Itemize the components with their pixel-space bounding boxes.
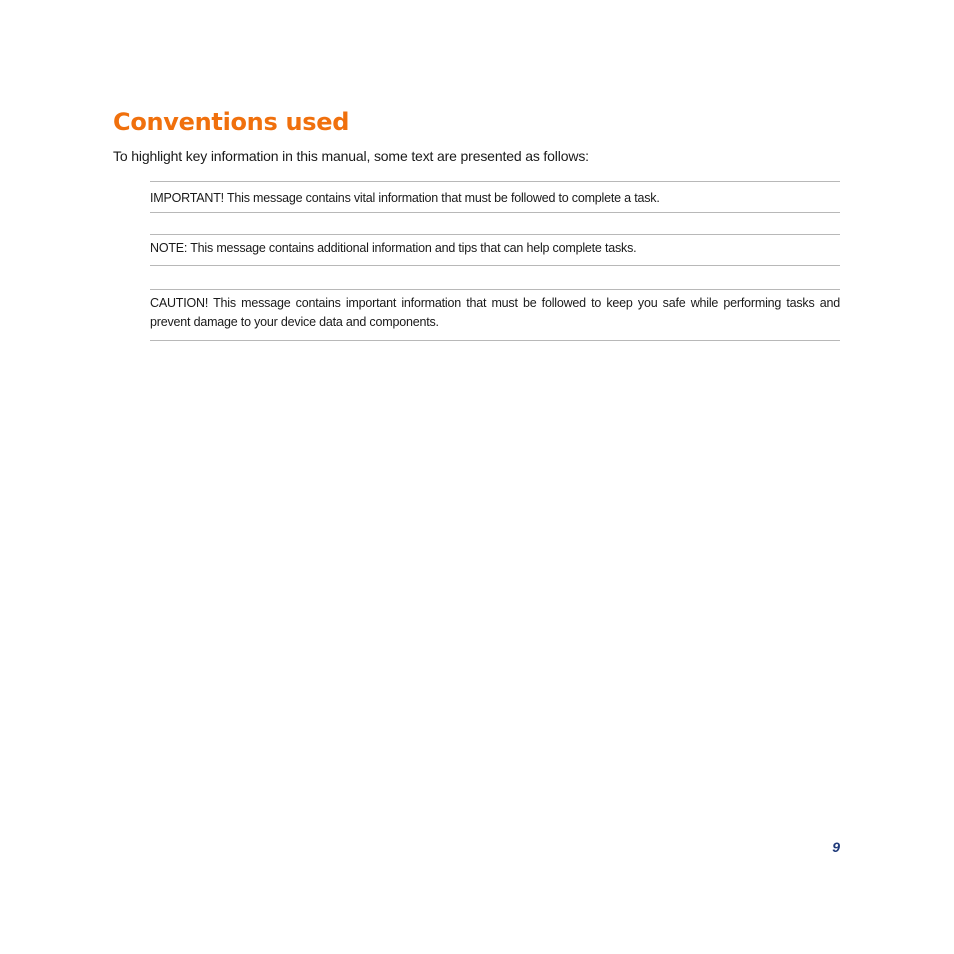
note-notice [150, 234, 840, 266]
important-notice-text: IMPORTANT! This message contains vital information that must be followed to complete a task. [150, 191, 660, 205]
intro-paragraph: To highlight key information in this manual, some text are presented as follows: [113, 148, 589, 164]
important-notice [150, 181, 840, 213]
caution-notice-text: CAUTION! This message contains important information that must be followed to keep you safe while performing tasks and prevent damage to your device data and components. [150, 296, 840, 329]
caution-notice [150, 289, 840, 341]
page-title: Conventions used [113, 108, 350, 136]
page-number: 9 [832, 839, 840, 855]
note-notice-text: NOTE: This message contains additional information and tips that can help complete tasks. [150, 241, 637, 255]
